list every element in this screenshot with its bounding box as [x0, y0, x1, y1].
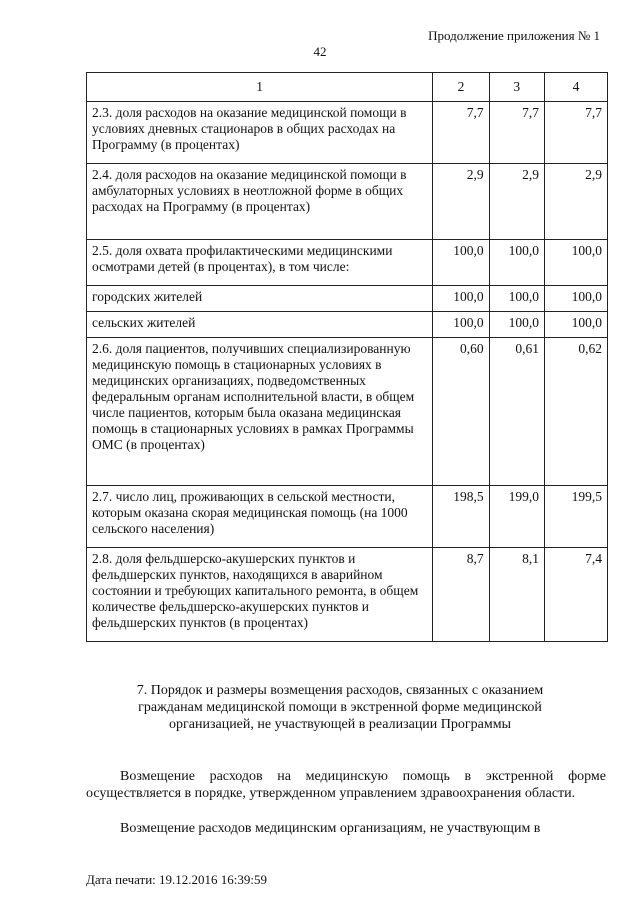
row-value: 7,7 [544, 102, 607, 164]
table-row [87, 286, 608, 312]
body-paragraph: Возмещение расходов медицинским организациям, не участвующим в [120, 821, 541, 836]
row-value: 0,62 [544, 338, 607, 486]
row-label: 2.4. доля расходов на оказание медицинской помощи в амбулаторных условиях в неотложной форме в общих расходах на Программу (в процентах) [87, 164, 433, 240]
row-value: 100,0 [433, 312, 489, 338]
table-row [87, 486, 608, 548]
row-value: 100,0 [489, 312, 544, 338]
row-value: 2,9 [544, 164, 607, 240]
table-header-cell: 4 [544, 73, 607, 102]
page-number: 42 [313, 44, 327, 59]
table-row [87, 338, 608, 486]
row-value: 0,60 [433, 338, 489, 486]
table-row [87, 102, 608, 164]
row-value: 8,1 [489, 548, 544, 642]
print-date: Дата печати: 19.12.2016 16:39:59 [86, 872, 268, 887]
row-value: 100,0 [544, 240, 607, 286]
row-value: 100,0 [489, 240, 544, 286]
table-row [87, 240, 608, 286]
section-heading: 7. Порядок и размеры возмещения расходов, связанных с оказанием гражданам медицинской помощи в экстренной форме медицинской организацией, не участвующей в реализации Программы [136, 683, 544, 732]
table-row [87, 312, 608, 338]
row-value: 100,0 [433, 286, 489, 312]
row-value: 7,4 [544, 548, 607, 642]
table-header-cell: 2 [433, 73, 489, 102]
row-label: 2.5. доля охвата профилактическими медицинскими осмотрами детей (в процентах), в том числе: [87, 240, 433, 286]
row-label: сельских жителей [87, 312, 433, 338]
row-label: городских жителей [87, 286, 433, 312]
row-value: 100,0 [489, 286, 544, 312]
row-label: 2.7. число лиц, проживающих в сельской местности, которым оказана скорая медицинская помощь (на 1000 сельского населения) [87, 486, 433, 548]
row-value: 7,7 [489, 102, 544, 164]
row-value: 199,0 [489, 486, 544, 548]
indicators-table [86, 72, 608, 642]
table-header-row [87, 73, 608, 102]
row-value: 0,61 [489, 338, 544, 486]
body-paragraph: Возмещение расходов на медицинскую помощь в экстренной форме осуществляется в порядке, утвержденном управлением здравоохранения области. [86, 769, 606, 801]
row-value: 100,0 [433, 240, 489, 286]
continuation-note: Продолжение приложения № 1 [428, 28, 600, 43]
row-value: 100,0 [544, 286, 607, 312]
row-label: 2.3. доля расходов на оказание медицинской помощи в условиях дневных стационаров в общих расходах на Программу (в процентах) [87, 102, 433, 164]
row-value: 8,7 [433, 548, 489, 642]
table-header-cell: 3 [489, 73, 544, 102]
table-header-cell: 1 [87, 73, 433, 102]
table-row [87, 548, 608, 642]
row-value: 7,7 [433, 102, 489, 164]
row-value: 100,0 [544, 312, 607, 338]
row-value: 2,9 [433, 164, 489, 240]
row-value: 2,9 [489, 164, 544, 240]
table-row [87, 164, 608, 240]
row-value: 198,5 [433, 486, 489, 548]
row-label: 2.8. доля фельдшерско-акушерских пунктов и фельдшерских пунктов, находящихся в аварийном состоянии и требующих капитального ремонта, в общем количестве фельдшерско-акушерских пунктов и фельдшерских пунктов (в процентах) [87, 548, 433, 642]
row-label: 2.6. доля пациентов, получивших специализированную медицинскую помощь в стационарных условиях в медицинских организациях, подведомственных федеральным органам исполнительной власти, в общем числе пациентов, которым была оказана медицинская помощь в стационарных условиях в рамках Программы ОМС (в процентах) [87, 338, 433, 486]
row-value: 199,5 [544, 486, 607, 548]
